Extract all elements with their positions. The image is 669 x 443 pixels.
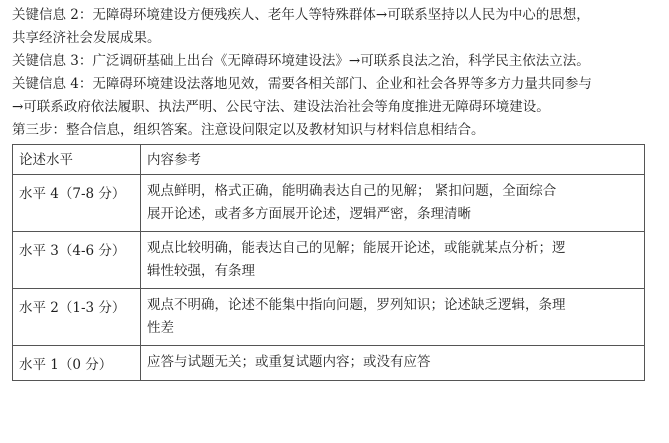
content-line: 辑性较强，有条理 [147, 263, 255, 279]
header-level: 论述水平 [13, 145, 141, 175]
level-cell: 水平 3（4-6 分） [13, 232, 141, 289]
key-info-3 [12, 50, 659, 73]
key-info-4-line-1: 关键信息 4：无障碍环境建设法落地见效，需要各相关部门、企业和社会各界等多方力量共同参与 [12, 76, 592, 92]
step-three-text: 第三步：整合信息，组织答案。注意设问限定以及教材知识与材料信息相结合。 [12, 122, 485, 138]
key-info-2 [12, 4, 659, 50]
level-cell: 水平 1（0 分） [13, 346, 141, 381]
table-header-row [13, 145, 645, 175]
key-info-4-line-2: →可联系政府依法履职、执法严明、公民守法、建设法治社会等角度推进无障碍环境建设。 [12, 99, 550, 115]
content-line: 观点鲜明，格式正确，能明确表达自己的见解； 紧扣问题，全面综合 [147, 183, 557, 199]
header-content: 内容参考 [141, 145, 645, 175]
content-cell [141, 346, 645, 381]
key-info-2-line-1: 关键信息 2：无障碍环境建设方便残疾人、老年人等特殊群体→可联系坚持以人民为中心的思想， [12, 7, 590, 23]
content-line: 应答与试题无关；或重复试题内容；或没有应答 [147, 354, 431, 370]
step-three [12, 119, 659, 142]
key-info-4 [12, 73, 659, 119]
content-cell [141, 175, 645, 232]
level-cell: 水平 2（1-3 分） [13, 289, 141, 346]
content-line: 性差 [147, 320, 174, 336]
content-cell [141, 289, 645, 346]
key-info-3-line-1: 关键信息 3：广泛调研基础上出台《无障碍环境建设法》→可联系良法之治，科学民主依法立法。 [12, 53, 590, 69]
level-cell: 水平 4（7-8 分） [13, 175, 141, 232]
table-row [13, 175, 645, 232]
table-row [13, 346, 645, 381]
table-row [13, 289, 645, 346]
content-cell [141, 232, 645, 289]
content-line: 观点比较明确，能表达自己的见解；能展开论述，或能就某点分析；逻 [147, 240, 566, 256]
key-info-2-line-2: 共享经济社会发展成果。 [12, 30, 161, 46]
content-line: 观点不明确，论述不能集中指向问题，罗列知识；论述缺乏逻辑，条理 [147, 297, 566, 313]
rubric-table [12, 144, 645, 381]
table-row [13, 232, 645, 289]
content-line: 展开论述，或者多方面展开论述，逻辑严密，条理清晰 [147, 206, 471, 222]
